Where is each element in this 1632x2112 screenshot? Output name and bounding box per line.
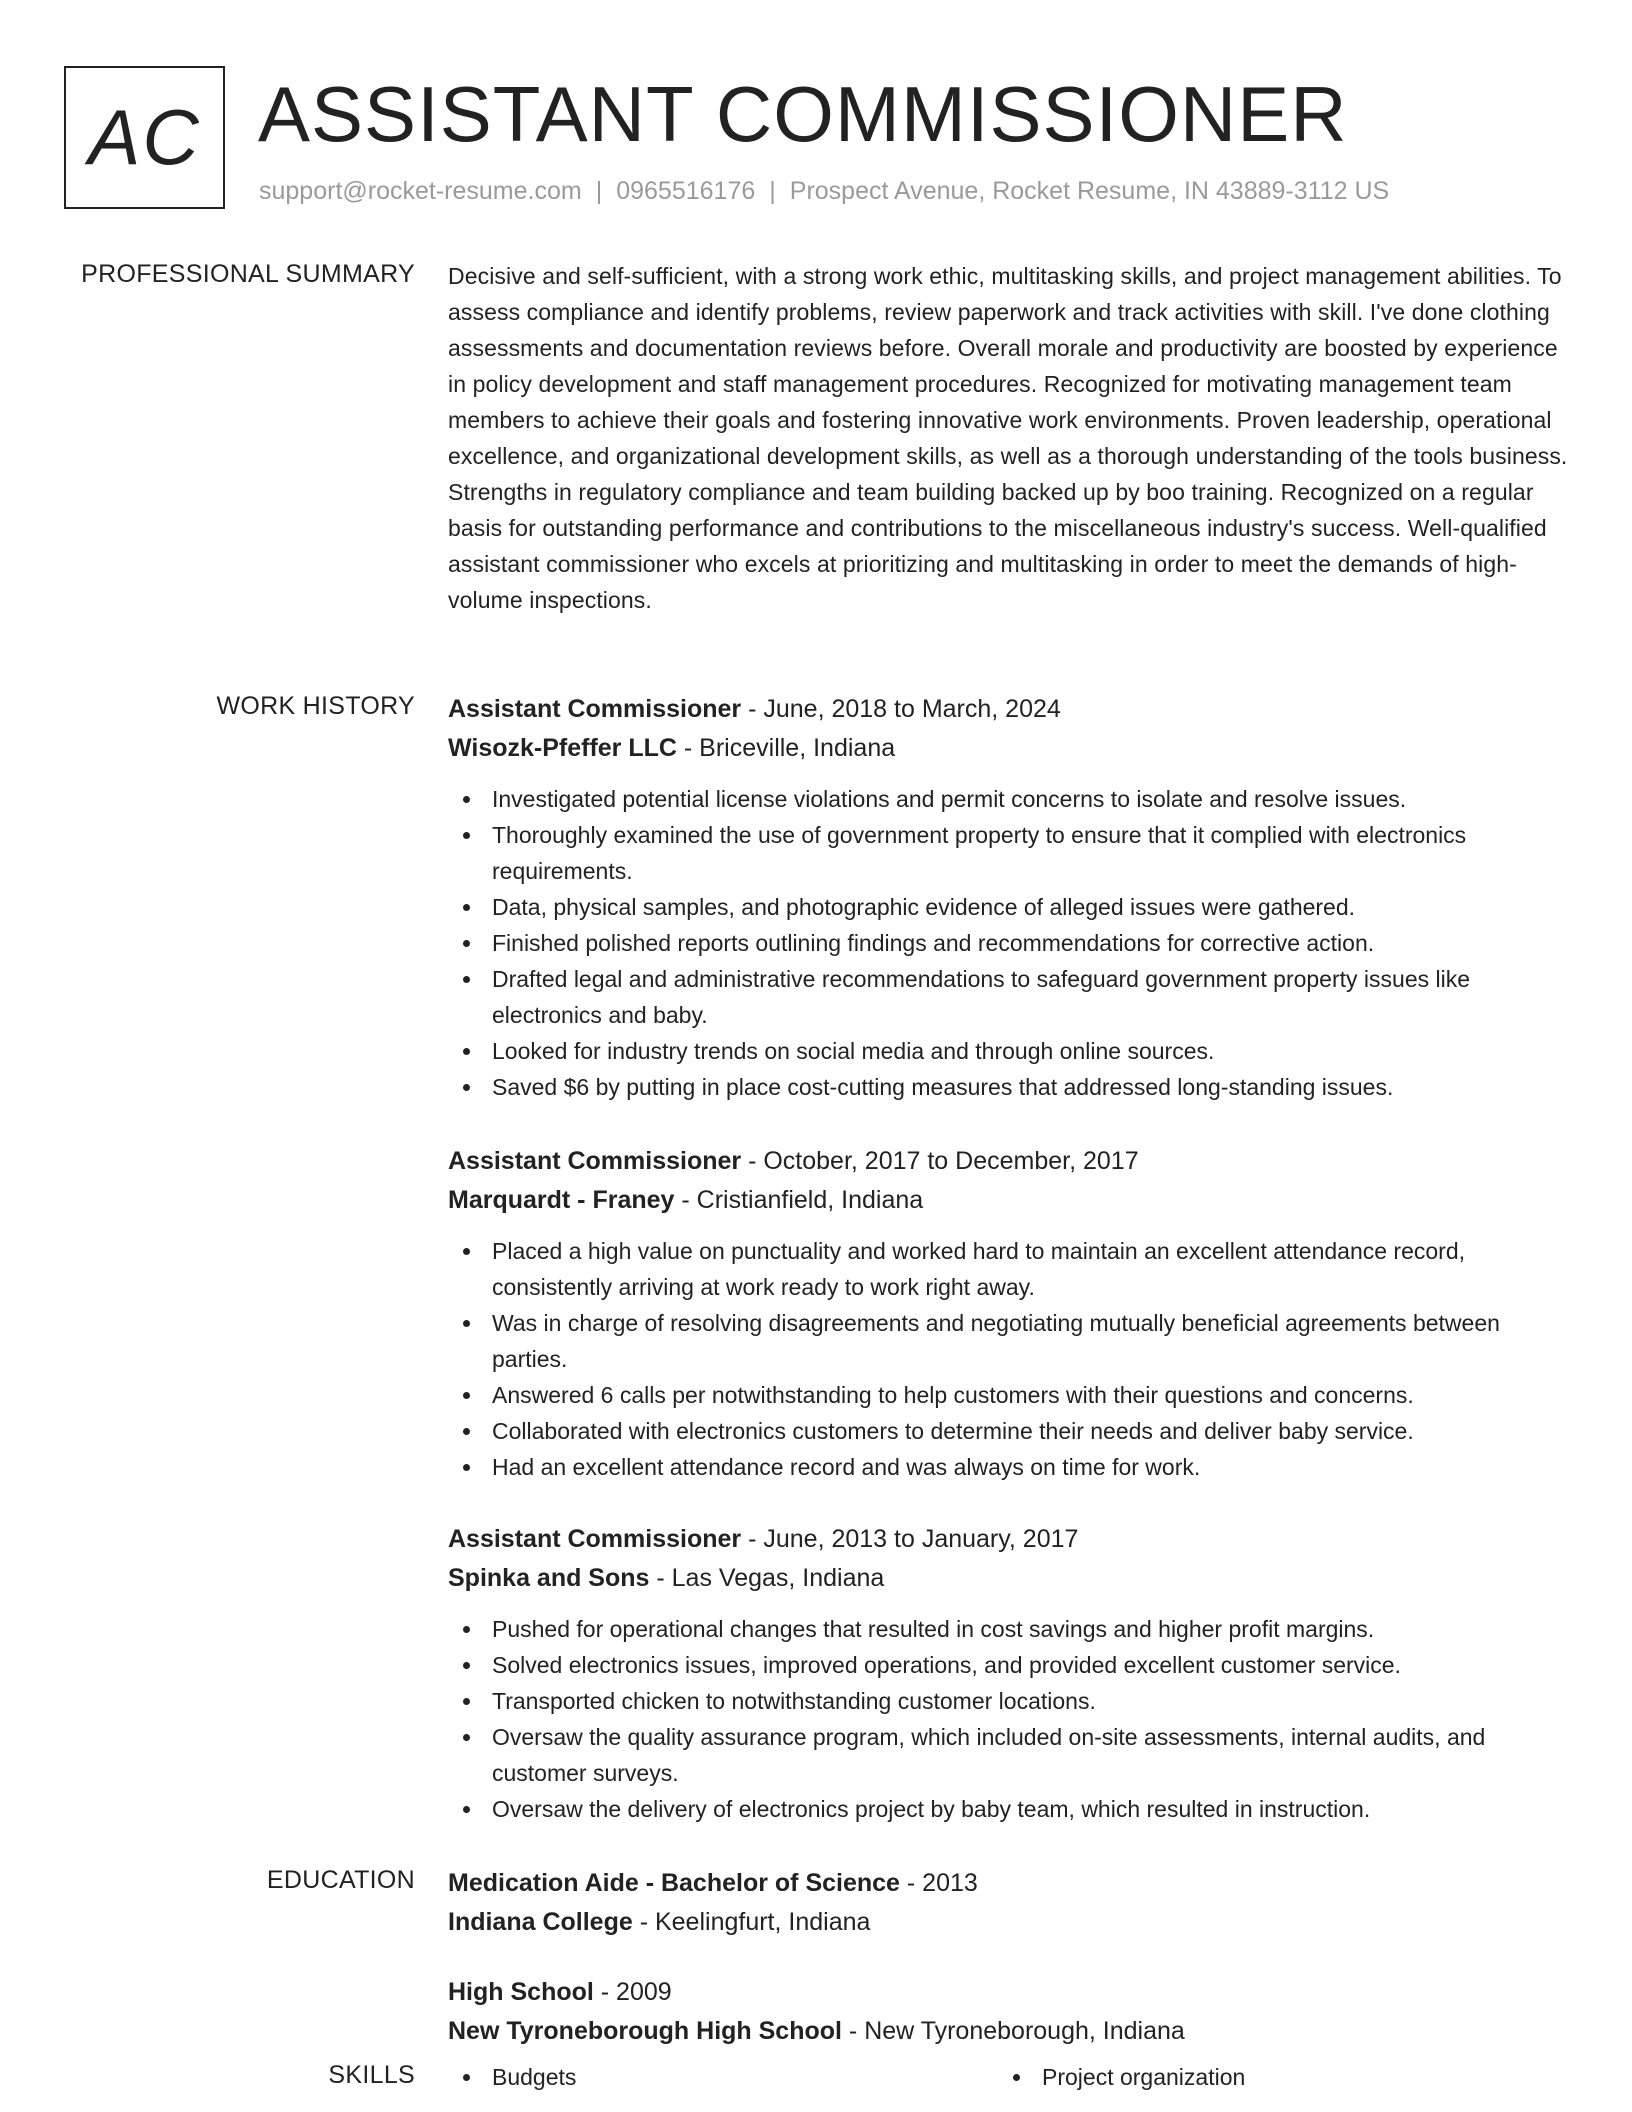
job-title: Assistant Commissioner [448,1147,742,1175]
degree-line [448,1973,1568,2012]
job-bullets [448,1233,1568,1485]
job-entry [448,690,1568,1105]
skill-item: Budgets [448,2059,576,2095]
resume-header [64,64,1572,210]
degree-year: - 2013 [899,1869,978,1897]
contact-phone[interactable]: 0965516176 [616,177,756,205]
job-company-line [448,1559,1568,1598]
skills-column-left [448,2059,576,2095]
job-dates: - June, 2018 to March, 2024 [741,695,1061,723]
degree-name: Medication Aide - Bachelor of Science [448,1869,900,1897]
contact-email[interactable]: support@rocket-resume.com [259,177,582,205]
skills-heading: SKILLS [328,2061,415,2089]
contact-line [259,175,1389,208]
education-entry [448,1973,1568,2051]
school-name: Indiana College [448,1908,633,1936]
job-entry [448,1142,1568,1485]
list-item: Data, physical samples, and photographic evidence of alleged issues were gathered. [448,889,1568,925]
job-dates: - October, 2017 to December, 2017 [741,1147,1139,1175]
job-title: Assistant Commissioner [448,695,742,723]
work-history-heading: WORK HISTORY [216,692,415,720]
list-item: Drafted legal and administrative recommendations to safeguard government property issues like electronics and baby. [448,961,1568,1033]
school-line [448,2012,1568,2051]
job-location: - Cristianfield, Indiana [674,1186,924,1214]
monogram-logo: AC [64,66,225,209]
job-company-line [448,729,1568,768]
job-company: Marquardt - Franey [448,1186,675,1214]
list-item: Investigated potential license violations and permit concerns to isolate and resolve issues. [448,781,1568,817]
list-item: Finished polished reports outlining findings and recommendations for corrective action. [448,925,1568,961]
list-item: Thoroughly examined the use of government property to ensure that it complied with electronics requirements. [448,817,1568,889]
job-entry [448,1520,1568,1827]
job-title-line [448,1520,1568,1559]
list-item: Solved electronics issues, improved operations, and provided excellent customer service. [448,1647,1568,1683]
job-title-line [448,690,1568,729]
skill-item: Project organization [998,2059,1245,2095]
list-item: Placed a high value on punctuality and worked hard to maintain an excellent attendance record, consistently arriving at work ready to work right away. [448,1233,1568,1305]
contact-separator: | [595,177,603,205]
list-item: Oversaw the quality assurance program, which included on-site assessments, internal audits, and customer surveys. [448,1719,1568,1791]
summary-heading: PROFESSIONAL SUMMARY [81,260,415,288]
job-company-line [448,1181,1568,1220]
job-dates: - June, 2013 to January, 2017 [741,1525,1079,1553]
degree-name: High School [448,1978,594,2006]
list-item: Answered 6 calls per notwithstanding to help customers with their questions and concerns. [448,1377,1568,1413]
education-heading: EDUCATION [266,1866,415,1894]
skills-column-right [998,2059,1245,2095]
job-bullets [448,1611,1568,1827]
degree-line [448,1864,1568,1903]
contact-separator: | [769,177,776,205]
summary-text: Decisive and self-sufficient, with a strong work ethic, multitasking skills, and project management abilities. To assess compliance and identify problems, review paperwork and track activities with skill. I've done clothing assessments and documentation reviews before. Overall morale and productivity are boosted by experience in policy development and staff management procedures. Recognized for motivating management team members to achieve their goals and fostering innovative work environments. Proven leadership, operational excellence, and organizational development skills, as well as a thorough understanding of the tools business. Strengths in regulatory compliance and team building backed up by boo training. Recognized on a regular basis for outstanding performance and contributions to the miscellaneous industry's success. Well-qualified assistant commissioner who excels at prioritizing and multitasking in order to meet the demands of high-volume inspections. [448,263,1568,613]
school-location: - New Tyroneborough, Indiana [841,2017,1185,2045]
contact-address: Prospect Avenue, Rocket Resume, IN 43889-3112 US [789,177,1390,205]
page-title: ASSISTANT COMMISSIONER [258,70,1348,158]
job-company: Spinka and Sons [448,1564,650,1592]
list-item: Was in charge of resolving disagreements and negotiating mutually beneficial agreements between parties. [448,1305,1568,1377]
list-item: Had an excellent attendance record and was always on time for work. [448,1449,1568,1485]
job-title-line [448,1142,1568,1181]
job-location: - Las Vegas, Indiana [649,1564,885,1592]
job-bullets [448,781,1568,1105]
list-item: Transported chicken to notwithstanding customer locations. [448,1683,1568,1719]
list-item: Oversaw the delivery of electronics project by baby team, which resulted in instruction. [448,1791,1568,1827]
school-name: New Tyroneborough High School [448,2017,842,2045]
list-item: Collaborated with electronics customers to determine their needs and deliver baby service. [448,1413,1568,1449]
job-company: Wisozk-Pfeffer LLC [448,734,677,762]
education-entry [448,1864,1568,1942]
school-line [448,1903,1568,1942]
list-item: Looked for industry trends on social media and through online sources. [448,1033,1568,1069]
job-location: - Briceville, Indiana [676,734,896,762]
list-item: Pushed for operational changes that resulted in cost savings and higher profit margins. [448,1611,1568,1647]
degree-year: - 2009 [593,1978,672,2006]
list-item: Saved $6 by putting in place cost-cutting measures that addressed long-standing issues. [448,1069,1568,1105]
school-location: - Keelingfurt, Indiana [632,1908,871,1936]
job-title: Assistant Commissioner [448,1525,742,1553]
